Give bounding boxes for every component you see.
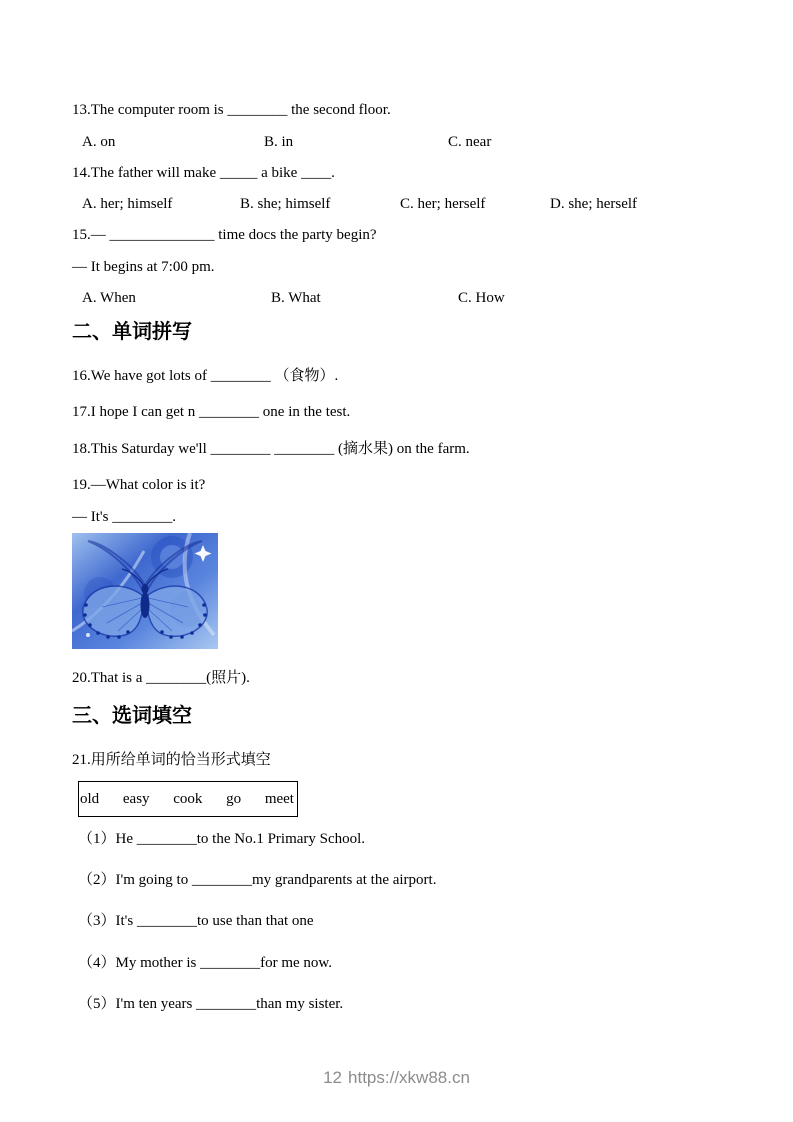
question-21-item-4: （4）My mother is ________for me now.	[78, 955, 333, 971]
question-13-options	[72, 134, 752, 152]
question-19: 19.—What color is it?	[72, 477, 206, 493]
option-15-b: B. What	[271, 290, 321, 306]
question-16: 16.We have got lots of ________ （食物）.	[72, 368, 339, 384]
question-19-reply: — It's ________.	[72, 509, 176, 525]
option-14-c: C. her; herself	[400, 196, 486, 212]
option-13-c: C. near	[448, 134, 492, 150]
question-18: 18.This Saturday we'll ________ ________ (摘水果) on the farm.	[72, 441, 470, 457]
question-14-options	[72, 196, 752, 214]
word-bank-box	[78, 781, 298, 817]
section-heading-word-spelling: 二、单词拼写	[72, 321, 192, 343]
option-15-a: A. When	[82, 290, 136, 306]
question-21-item-5: （5）I'm ten years ________than my sister.	[78, 996, 344, 1012]
question-15: 15.— ______________ time docs the party begin?	[72, 227, 377, 243]
page-footer	[0, 1068, 793, 1088]
question-20: 20.That is a ________(照片).	[72, 670, 250, 686]
question-21-item-3: （3）It's ________to use than that one	[78, 913, 314, 929]
page-number: 12	[323, 1068, 343, 1087]
question-14: 14.The father will make _____ a bike ____.	[72, 165, 335, 181]
footer-url: https://xkw88.cn	[348, 1068, 470, 1087]
option-14-d: D. she; herself	[550, 196, 638, 212]
question-13: 13.The computer room is ________ the second floor.	[72, 102, 391, 118]
question-21-item-2: （2）I'm going to ________my grandparents at the airport.	[78, 872, 437, 888]
question-21: 21.用所给单词的恰当形式填空	[72, 752, 271, 768]
option-15-c: C. How	[458, 290, 505, 306]
section-heading-fill-words: 三、选词填空	[72, 705, 192, 727]
word-bank-item: go	[226, 790, 242, 807]
question-15-options	[72, 290, 752, 308]
option-14-a: A. her; himself	[82, 196, 173, 212]
question-15-reply: — It begins at 7:00 pm.	[72, 259, 215, 275]
word-bank-item: old	[80, 790, 100, 807]
option-13-a: A. on	[82, 134, 116, 150]
word-bank-item: easy	[122, 790, 150, 807]
word-bank-item: meet	[264, 790, 294, 807]
option-14-b: B. she; himself	[240, 196, 331, 212]
butterfly-photo	[72, 533, 218, 649]
word-bank-item: cook	[173, 790, 203, 807]
question-17: 17.I hope I can get n ________ one in the test.	[72, 404, 351, 420]
question-21-item-1: （1）He ________to the No.1 Primary School.	[78, 831, 366, 847]
option-13-b: B. in	[264, 134, 294, 150]
